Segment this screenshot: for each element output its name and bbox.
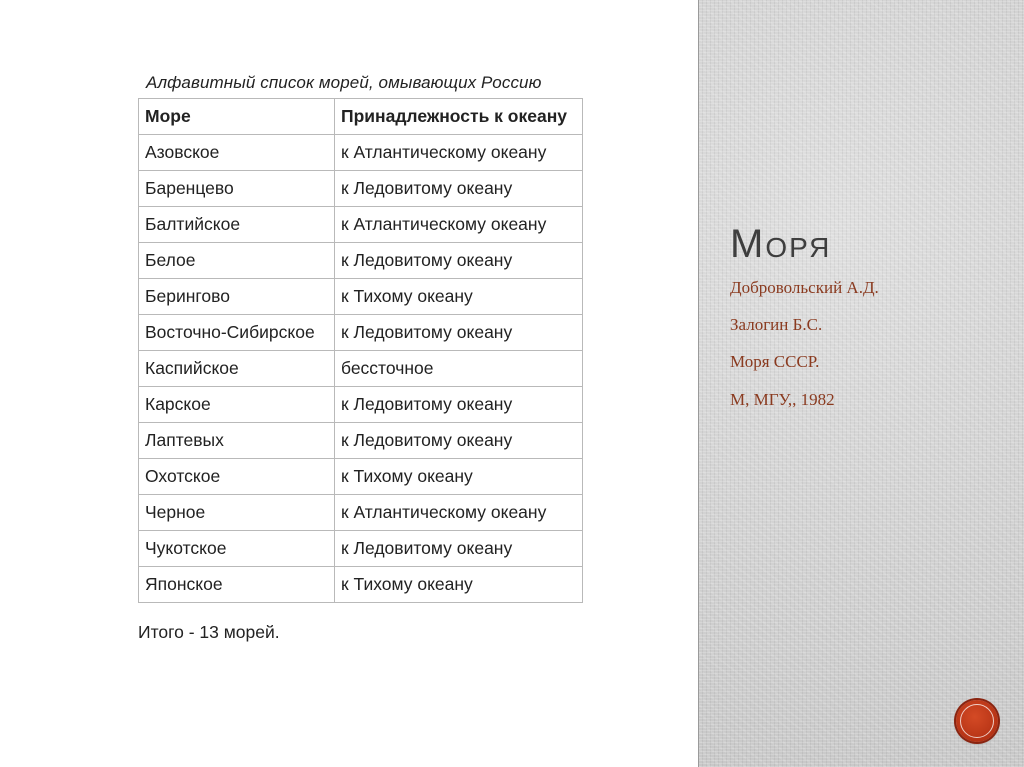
ocean-cell: к Ледовитому океану xyxy=(335,171,583,207)
ocean-cell: к Ледовитому океану xyxy=(335,243,583,279)
table-row xyxy=(139,567,583,603)
sea-name-cell: Белое xyxy=(139,243,335,279)
reference-book-title: Моря СССР. xyxy=(730,352,820,371)
reference-author-2: Залогин Б.С. xyxy=(730,315,823,334)
title-panel xyxy=(698,0,1024,767)
slide-title: Моря xyxy=(730,222,832,266)
ocean-cell: к Тихому океану xyxy=(335,459,583,495)
ocean-cell: к Ледовитому океану xyxy=(335,387,583,423)
ocean-cell: бессточное xyxy=(335,351,583,387)
table-row xyxy=(139,279,583,315)
table-row xyxy=(139,531,583,567)
sea-name-cell: Каспийское xyxy=(139,351,335,387)
sea-name-cell: Восточно-Сибирское xyxy=(139,315,335,351)
table-row xyxy=(139,495,583,531)
reference-publisher: М, МГУ,, 1982 xyxy=(730,390,835,409)
table-row xyxy=(139,171,583,207)
sea-name-cell: Карское xyxy=(139,387,335,423)
sea-name-cell: Черное xyxy=(139,495,335,531)
ocean-cell: к Тихому океану xyxy=(335,567,583,603)
table-row xyxy=(139,387,583,423)
sea-name-cell: Баренцево xyxy=(139,171,335,207)
table-row xyxy=(139,207,583,243)
table-row xyxy=(139,459,583,495)
sea-name-cell: Японское xyxy=(139,567,335,603)
ocean-cell: к Атлантическому океану xyxy=(335,135,583,171)
table-body xyxy=(139,135,583,603)
sea-name-cell: Балтийское xyxy=(139,207,335,243)
table-caption: Алфавитный список морей, омывающих Россию xyxy=(146,73,542,92)
ocean-cell: к Ледовитому океану xyxy=(335,315,583,351)
table-row xyxy=(139,135,583,171)
seas-table xyxy=(138,98,583,603)
table-row xyxy=(139,315,583,351)
sea-name-cell: Чукотское xyxy=(139,531,335,567)
total-count: Итого - 13 морей. xyxy=(138,622,280,642)
sea-name-cell: Берингово xyxy=(139,279,335,315)
sea-name-cell: Азовское xyxy=(139,135,335,171)
ocean-cell: к Ледовитому океану xyxy=(335,531,583,567)
header-ocean: Принадлежность к океану xyxy=(335,99,583,135)
table-row xyxy=(139,243,583,279)
ocean-cell: к Атлантическому океану xyxy=(335,207,583,243)
header-sea: Море xyxy=(139,99,335,135)
table-row xyxy=(139,423,583,459)
ocean-cell: к Тихому океану xyxy=(335,279,583,315)
reference-author-1: Добровольский А.Д. xyxy=(730,278,879,297)
ocean-cell: к Атлантическому океану xyxy=(335,495,583,531)
table-row xyxy=(139,351,583,387)
sea-name-cell: Охотское xyxy=(139,459,335,495)
table-header-row xyxy=(139,99,583,135)
ocean-cell: к Ледовитому океану xyxy=(335,423,583,459)
next-slide-circle-icon[interactable] xyxy=(956,700,998,742)
sea-name-cell: Лаптевых xyxy=(139,423,335,459)
